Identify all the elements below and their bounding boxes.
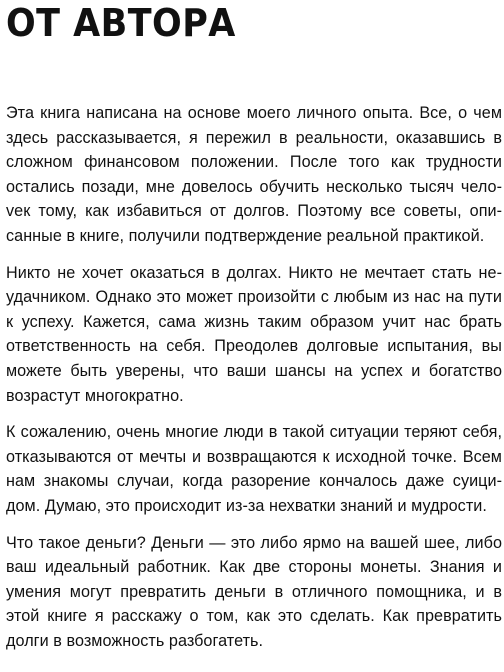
paragraph-1: Эта книга написана на основе моего личного опыта. Все, о чем здесь рассказывается, я пережил в реальности, оказавшись в сложном финансовом положении. После того как трудности остались позади, мне довелось обучить несколько тысяч челоvек тому, как избавиться от долгов. Поэтому все советы, описанные в книге, получили подтверждение реальной практикой. bbox=[6, 104, 502, 245]
section-heading: ОТ АВТОРА bbox=[6, 1, 236, 45]
paragraph-2: Никто не хочет оказаться в долгах. Никто не мечтает стать неудачником. Однако это может произойти с любым из нас на пути к успеху. Кажется, сама жизнь таким образом учит нас брать ответственность на себя. Преодолев долговые испытания, вы можете быть уверены, что ваши шансы на успех и богатство возрастут многократно. bbox=[6, 263, 502, 405]
body-text bbox=[6, 101, 502, 665]
paragraph-3: К сожалению, очень многие люди в такой ситуации теряют себя, отказываются от мечты и возвращаются к исходной точке. Всем нам знакомы случаи, когда разорение кончалось даже суицидом. Думаю, это происходит из-за нехватки знаний и мудрости. bbox=[6, 423, 502, 515]
paragraph-4: Что такое деньги? Деньги — это либо ярмо на вашей шее, либо ваш идеальный работник. Как две стороны монеты. Знания и умения могут превратить деньги в отличного помощника, и в этой книге я расскажу о том, как это сделать. Как превратить долги в возможность разбогатеть. bbox=[6, 533, 502, 650]
